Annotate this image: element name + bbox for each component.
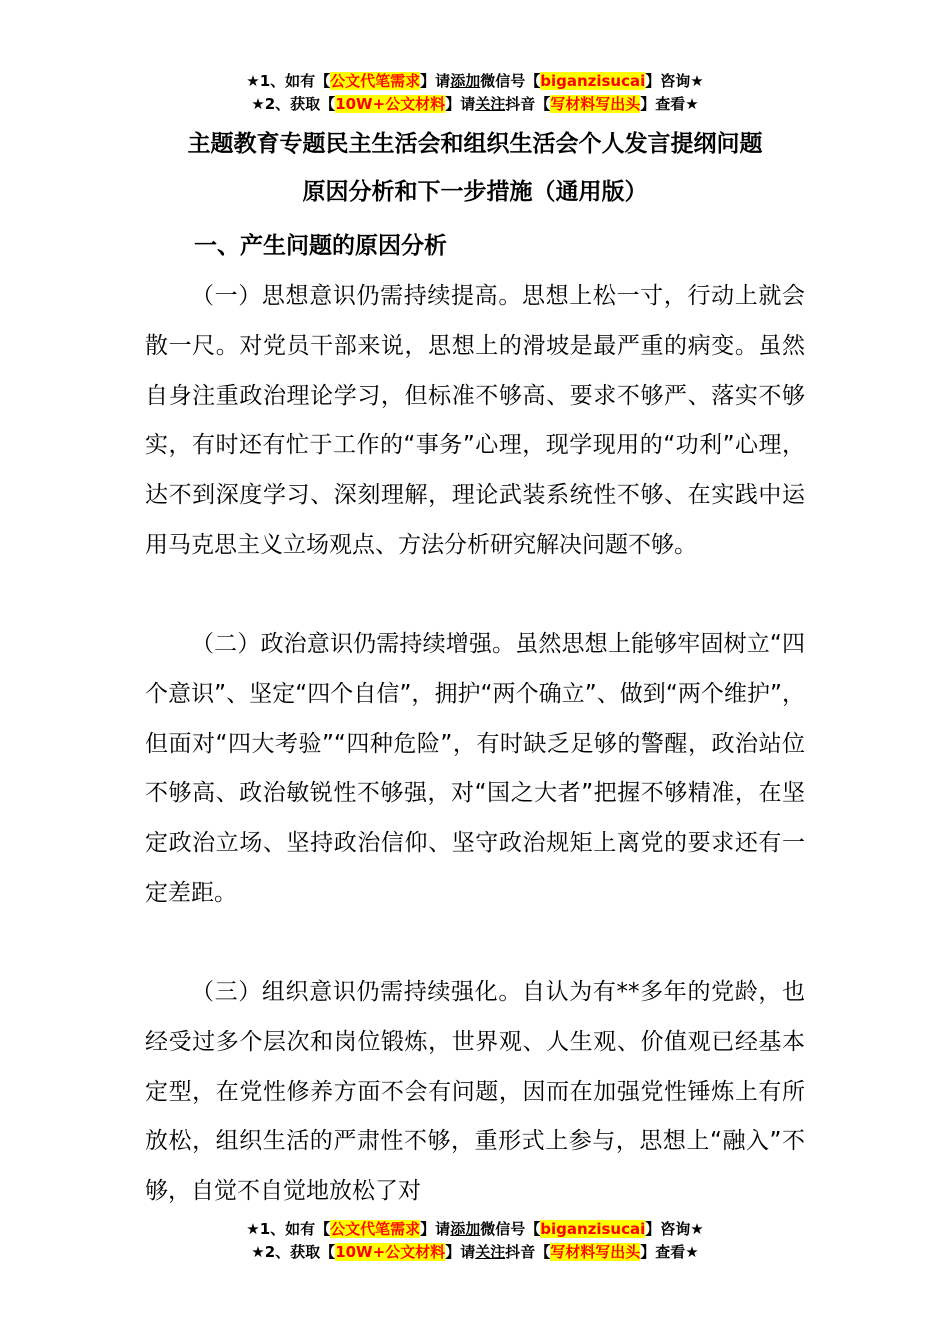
paragraph-3: （三）组织意识仍需持续强化。自认为有**多年的党龄，也经受过多个层次和岗位锻炼，世界观、人生观、价值观已经基本定型，在党性修养方面不会有问题，因而在加强党性锤炼上有所放松，组织生活的严肃性不够，重形式上参与，思想上“融入”不够，自觉不自觉地放松了对 <box>145 979 805 1205</box>
section-heading: 一、产生问题的原因分析 <box>194 233 447 259</box>
paragraph-1: （一）思想意识仍需持续提高。思想上松一寸，行动上就会散一尺。对党员干部来说，思想上的滑坡是最严重的病变。虽然自身注重政治理论学习，但标准不够高、要求不够严、落实不够实，有时还有忙于工作的“事务”心理，现学现用的“功利”心理，达不到深度学习、深刻理解，理论武装系统性不够、在实践中运用马克思主义立场观点、方法分析研究解决问题不够。 <box>145 283 805 558</box>
promo-line-1-top: ★1、如有【公文代笔需求】请添加微信号【biganzisucai】咨询★ <box>246 72 704 90</box>
highlight-wechat-id: biganzisucai <box>540 72 646 90</box>
highlight-service: 公文代笔需求 <box>330 72 421 90</box>
highlight-douyin: 写材料写出头 <box>550 95 641 113</box>
promo-line-2-bottom: ★2、获取【10W+公文材料】请关注抖音【写材料写出头】查看★ <box>251 1243 699 1261</box>
document-title-line-1: 主题教育专题民主生活会和组织生活会个人发言提纲问题 <box>187 131 763 157</box>
promo-line-1-bottom: ★1、如有【公文代笔需求】请添加微信号【biganzisucai】咨询★ <box>246 1220 704 1238</box>
highlight-materials: 10W+公文材料 <box>335 95 446 113</box>
paragraph-2: （二）政治意识仍需持续增强。虽然思想上能够牢固树立“四个意识”、坚定“四个自信”，拥护“两个确立”、做到“两个维护”，但面对“四大考验”“四种危险”，有时缺乏足够的警醒，政治站位不够高、政治敏锐性不够强，对“国之大者”把握不够精准，在坚定政治立场、坚持政治信仰、坚守政治规矩上离党的要求还有一定差距。 <box>145 631 805 906</box>
promo-line-2-top: ★2、获取【10W+公文材料】请关注抖音【写材料写出头】查看★ <box>251 95 699 113</box>
document-title-line-2: 原因分析和下一步措施（通用版） <box>302 179 648 205</box>
